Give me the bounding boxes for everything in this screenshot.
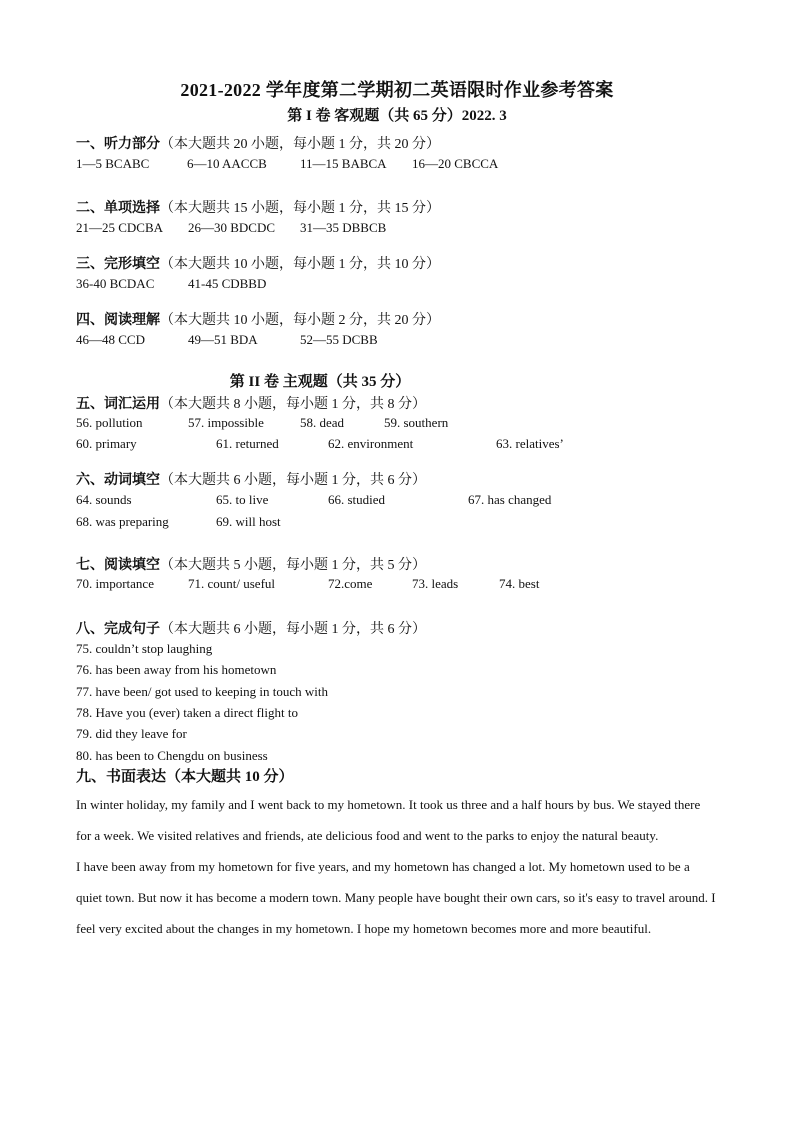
answer: 73. leads [412,576,459,591]
answer: 72.come [328,576,373,591]
answer: 49—51 BDA [188,332,258,347]
answer: 65. to live [216,492,269,507]
answer: 77. have been/ got used to keeping in touch with [76,684,329,699]
answer: 62. environment [328,436,414,451]
section7-note: （本大题共 5 小题，每小题 1 分，共 5 分） [160,558,426,573]
section7-label: 七、阅读填空 [76,558,160,573]
section6-note: （本大题共 6 小题，每小题 1 分，共 6 分） [160,473,426,488]
answer: 31—35 DBBCB [300,220,387,235]
section5-heading [76,393,426,413]
answer: 59. southern [384,415,449,430]
section7-heading [76,554,426,574]
answer: 70. importance [76,576,154,591]
answer: 63. relatives’ [496,436,564,451]
section8-heading [76,618,426,638]
section2-heading [76,197,440,217]
section2-note: （本大题共 15 小题，每小题 1 分，共 15 分） [160,201,440,216]
essay-paragraph: I have been away from my hometown for five years, and my hometown has changed a lot. My hometown used to be a quiet town. But now it has become a modern town. Many people have bought their own cars, so it's easy to travel around. I feel very excited about the changes in my hometown. I hope my hometown becomes more and more beautiful. [76,859,716,936]
answer: 57. impossible [188,415,264,430]
section9-label: 九、书面表达（本大题共 10 分） [76,769,294,785]
answer: 1—5 BCABC [76,156,150,171]
essay-paragraph: In winter holiday, my family and I went back to my hometown. It took us three and a half hours by bus. We stayed there for a week. We visited relatives and friends, ate delicious food and went to the parks to enjoy the natural beauty. [76,797,701,843]
answer: 64. sounds [76,492,132,507]
answer: 26—30 BDCDC [188,220,276,235]
section6-heading [76,469,426,489]
answer: 61. returned [216,436,279,451]
answer: 76. has been away from his hometown [76,662,277,677]
answer: 80. has been to Chengdu on business [76,748,268,763]
document-title: 2021-2022 学年度第二学期初二英语限时作业参考答案 [180,80,614,100]
answer: 41-45 CDBBD [188,276,267,291]
essay [76,789,716,944]
section1-heading [76,133,440,153]
section4-heading [76,309,440,329]
section3-label: 三、完形填空 [76,257,160,272]
answer: 68. was preparing [76,514,169,529]
section3-heading [76,253,440,273]
answer: 79. did they leave for [76,726,187,741]
answer: 74. best [499,576,540,591]
answer: 75. couldn’t stop laughing [76,641,213,656]
section4-note: （本大题共 10 小题，每小题 2 分，共 20 分） [160,313,440,328]
answer: 67. has changed [468,492,552,507]
answer: 66. studied [328,492,386,507]
answer: 21—25 CDCBA [76,220,164,235]
section8-label: 八、完成句子 [76,622,160,637]
answer: 60. primary [76,436,137,451]
answer: 46—48 CCD [76,332,145,347]
section6-label: 六、动词填空 [76,473,160,488]
answer: 78. Have you (ever) taken a direct flight to [76,705,298,720]
answer: 58. dead [300,415,345,430]
answer: 69. will host [216,514,281,529]
answer: 6—10 AACCB [187,156,267,171]
answer: 16—20 CBCCA [412,156,499,171]
section5-note: （本大题共 8 小题，每小题 1 分，共 8 分） [160,397,426,412]
answer: 36-40 BCDAC [76,276,155,291]
section2-label: 二、单项选择 [76,201,160,216]
section1-label: 一、听力部分 [76,137,160,152]
section5-label: 五、词汇运用 [76,397,160,412]
section1-note: （本大题共 20 小题，每小题 1 分，共 20 分） [160,137,440,152]
answer: 52—55 DCBB [300,332,378,347]
section8-note: （本大题共 6 小题，每小题 1 分，共 6 分） [160,622,426,637]
section3-note: （本大题共 10 小题，每小题 1 分，共 10 分） [160,257,440,272]
answer: 56. pollution [76,415,143,430]
answer: 11—15 BABCA [300,156,387,171]
section9-heading [76,765,294,786]
part1-heading: 第 I 卷 客观题（共 65 分）2022. 3 [287,108,507,124]
answer: 71. count/ useful [188,576,276,591]
section4-label: 四、阅读理解 [76,313,160,328]
part2-heading: 第 II 卷 主观题（共 35 分） [229,374,411,390]
